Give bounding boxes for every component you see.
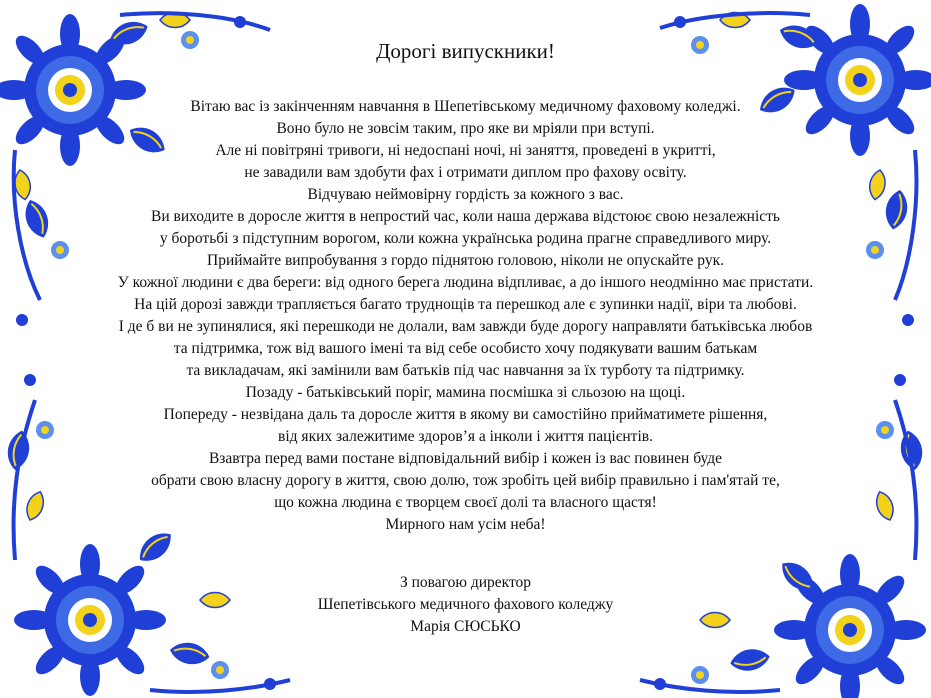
- letter-line: та викладачам, які замінили вам батьків під час навчання за їх турботу та підтримку.: [186, 362, 745, 379]
- letter-line: Вітаю вас із закінченням навчання в Шепетівському медичному фаховому коледжі.: [190, 98, 741, 115]
- letter-line: Але ні повітряні тривоги, ні недоспані ночі, ні заняття, проведені в укритті,: [215, 142, 716, 159]
- letter-line: У кожної людини є два береги: від одного берега людина відпливає, а до іншого неодмінно має пристати.: [117, 274, 814, 291]
- letter-line: Попереду - незвідана даль та доросле життя в якому ви самостійно прийматимете рішення,: [163, 406, 768, 423]
- letter-line: Воно було не зовсім таким, про яке ви мріяли при вступі.: [276, 120, 655, 137]
- letter-title: Дорогі випускники!: [376, 39, 555, 63]
- letter-line: від яких залежитиме здоров’я а інколи і життя пацієнтів.: [278, 428, 653, 445]
- letter-line: Мирного нам усім неба!: [385, 516, 546, 533]
- letter-line: не завадили вам здобути фах і отримати диплом про фахову освіту.: [244, 164, 687, 181]
- signature-line: Шепетівського медичного фахового коледжу: [317, 596, 614, 613]
- letter-line: Взавтра перед вами постане відповідальний вибір і кожен із вас повинен буде: [208, 450, 723, 467]
- letter-line: що кожна людина є творцем своєї долі та власного щастя!: [274, 494, 657, 511]
- letter-body: [95, 96, 836, 536]
- letter-line: у боротьбі з підступним ворогом, коли кожна українська родина прагне справедливого миру.: [159, 230, 772, 247]
- signature-name: Марія СЮСЬКО: [410, 618, 521, 635]
- greeting-letter: [95, 38, 836, 638]
- letter-line: Відчуваю неймовірну гордість за кожного з вас.: [307, 186, 624, 203]
- letter-line: обрати свою власну дорогу в життя, свою долю, тож зробіть цей вибір правильно і пам'ятай те,: [151, 472, 780, 489]
- letter-line: Приймайте випробування з гордо піднятою головою, ніколи не опускайте рук.: [207, 252, 724, 269]
- signature-line: З повагою директор: [399, 574, 532, 591]
- letter-line: та підтримка, тож від вашого імені та від себе особисто хочу подякувати вашим батькам: [173, 340, 758, 357]
- letter-line: Ви виходите в доросле життя в непростий час, коли наша держава відстоює свою незалежність: [151, 208, 780, 225]
- letter-line: І де б ви не зупинялися, які перешкоди не долали, вам завжди буде дорогу направляти батьківська любов: [118, 318, 813, 335]
- letter-line: На цій дорозі завжди трапляється багато труднощів та перешкод але є зупинки надії, віри та любові.: [134, 296, 797, 313]
- signature-block: [95, 572, 836, 638]
- letter-line: Позаду - батьківський поріг, мамина посмішка зі сльозою на щоці.: [245, 384, 686, 401]
